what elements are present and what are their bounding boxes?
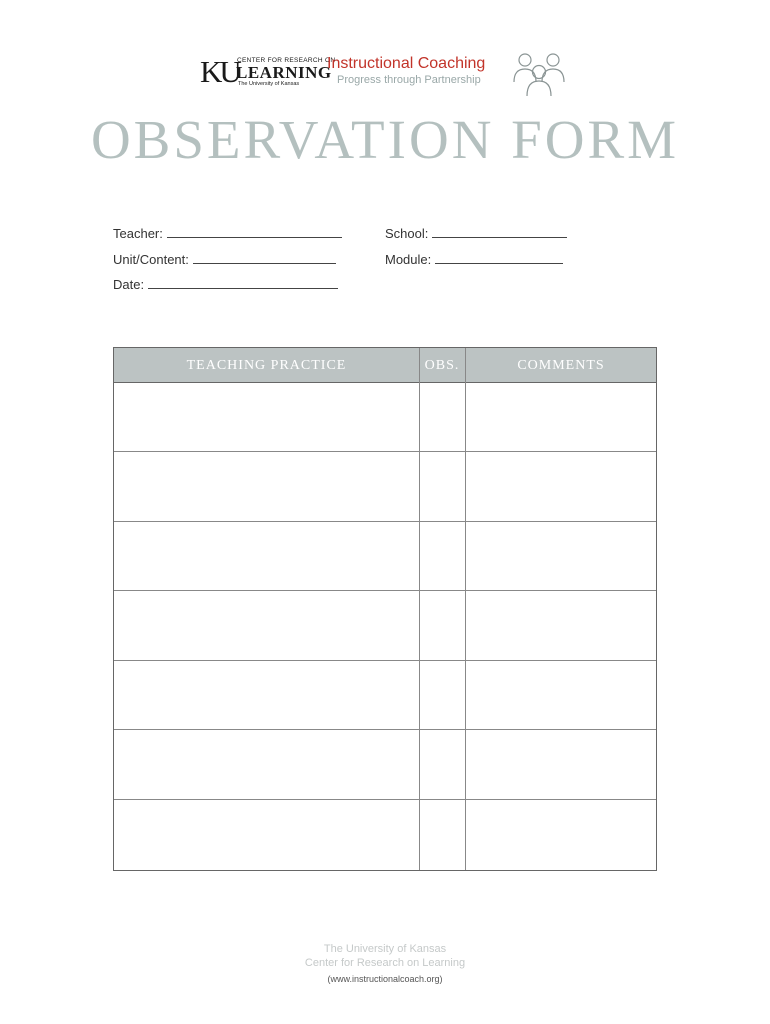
ic-subtitle: Progress through Partnership <box>337 74 481 86</box>
ku-mark: KU <box>200 54 239 89</box>
table-row[interactable] <box>114 522 656 591</box>
teacher-label: Teacher: <box>113 226 163 241</box>
unit-content-label: Unit/Content: <box>113 252 189 267</box>
col-comments: COMMENTS <box>517 358 605 373</box>
ku-logo <box>200 54 336 89</box>
school-line[interactable] <box>432 236 567 238</box>
table-row[interactable] <box>114 383 656 452</box>
observation-table <box>113 347 657 871</box>
ku-university-text: The University of Kansas <box>238 81 300 87</box>
table-row[interactable] <box>114 730 656 799</box>
teacher-field[interactable] <box>113 226 342 241</box>
date-label: Date: <box>113 277 145 292</box>
date-line[interactable] <box>148 287 338 289</box>
ku-learning-text: LEARNING <box>236 63 332 82</box>
unit-content-line[interactable] <box>193 262 336 264</box>
table-row[interactable] <box>114 800 656 869</box>
footer-university: The University of Kansas <box>323 943 447 955</box>
table-row[interactable] <box>114 591 656 660</box>
ic-title: Instructional Coaching <box>327 55 486 72</box>
col-teaching-practice: TEACHING PRACTICE <box>186 358 347 373</box>
footer <box>0 942 770 988</box>
table-body <box>114 383 656 869</box>
date-field[interactable] <box>113 277 338 292</box>
instructional-coaching-logo <box>325 55 505 91</box>
table-row[interactable] <box>114 661 656 730</box>
table-header <box>114 348 656 383</box>
module-field[interactable] <box>385 252 563 267</box>
school-field[interactable] <box>385 226 567 241</box>
table-row[interactable] <box>114 452 656 521</box>
footer-website[interactable]: (www.instructionalcoach.org) <box>327 974 443 984</box>
col-obs: OBS. <box>424 358 460 373</box>
people-icon <box>510 50 568 98</box>
page-title: OBSERVATION FORM <box>90 109 680 170</box>
unit-content-field[interactable] <box>113 252 336 267</box>
ku-center-text: CENTER FOR RESEARCH ON <box>237 57 336 64</box>
module-line[interactable] <box>435 262 563 264</box>
teacher-line[interactable] <box>167 236 342 238</box>
footer-center: Center for Research on Learning <box>304 957 466 969</box>
module-label: Module: <box>385 252 432 267</box>
school-label: School: <box>385 226 429 241</box>
